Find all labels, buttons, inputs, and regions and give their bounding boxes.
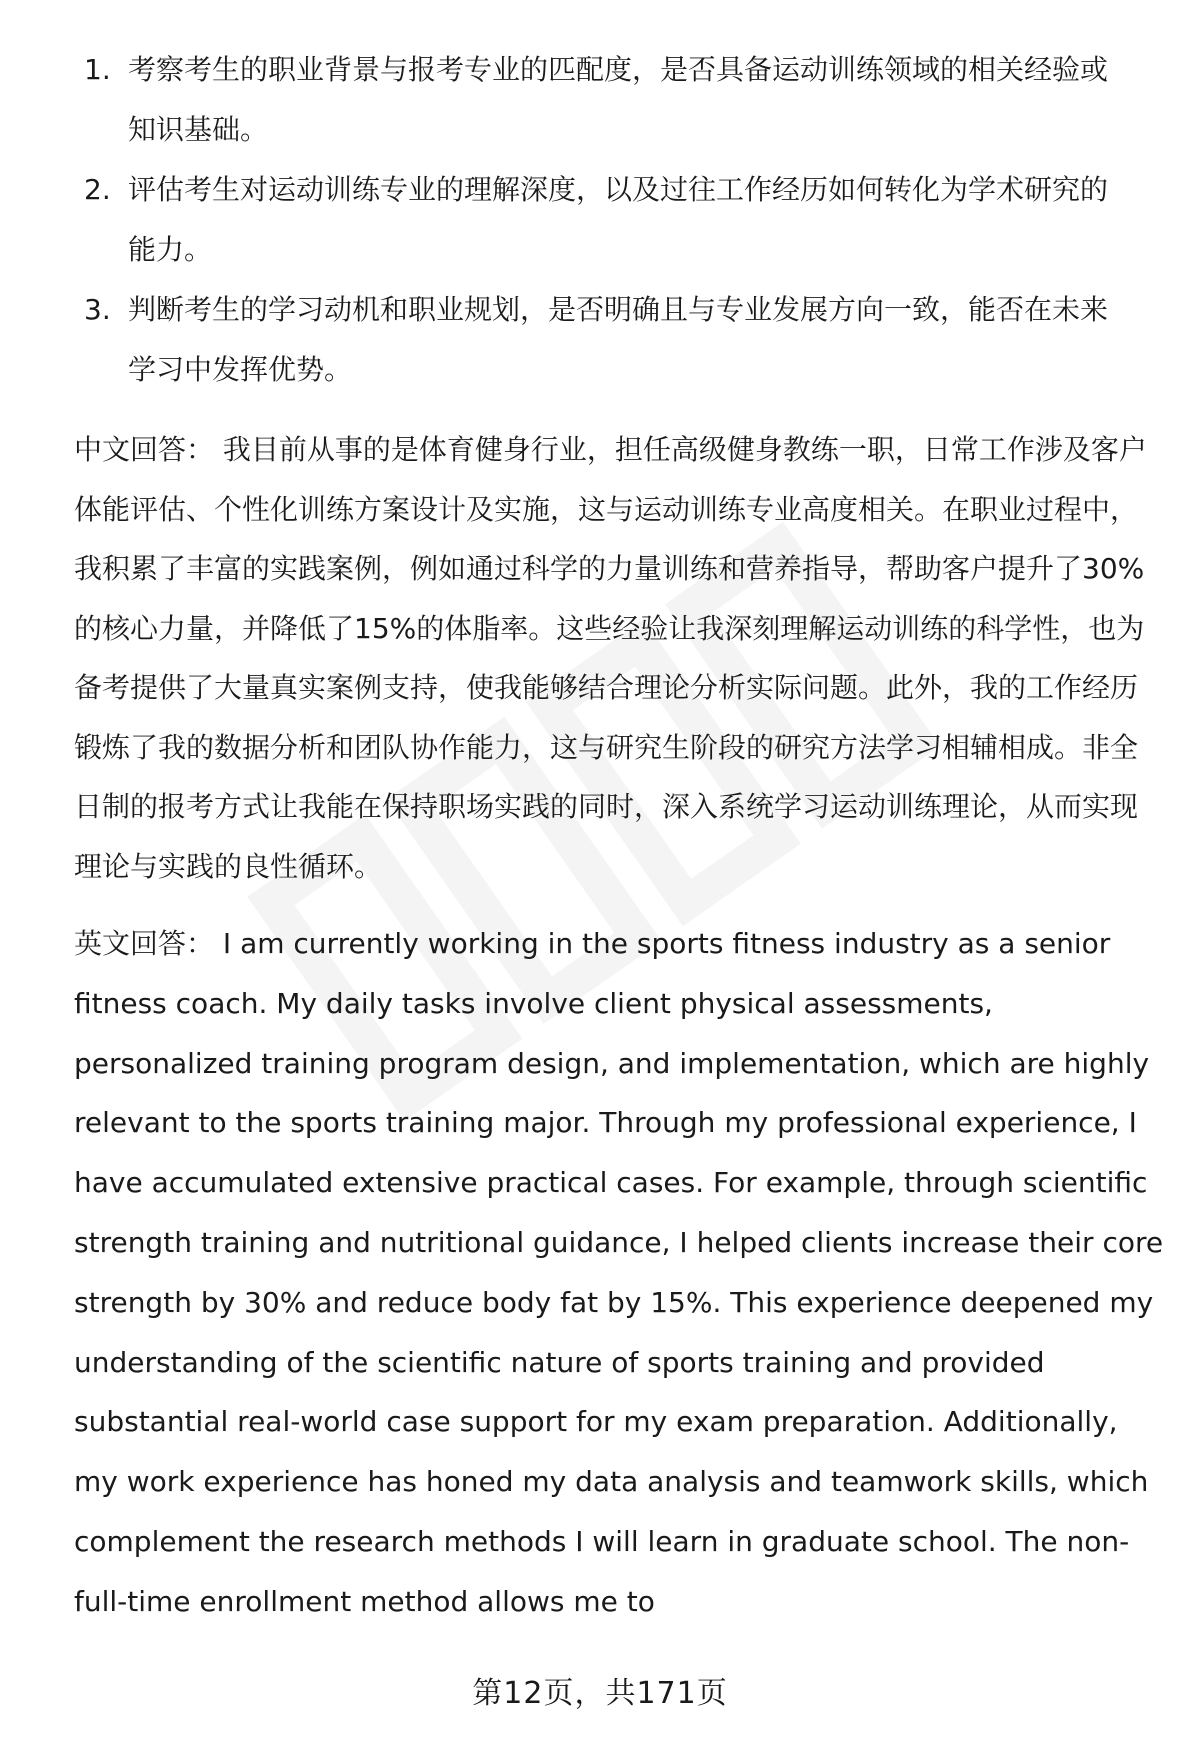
- list-text: 考察考生的职业背景与报考专业的匹配度，是否具备运动训练领域的相关经验或知识基础。: [128, 53, 1109, 146]
- chinese-answer-label: 中文回答：: [74, 433, 215, 466]
- list-item: [74, 40, 1128, 160]
- english-answer-label: 英文回答：: [74, 927, 215, 960]
- document-page: [74, 40, 1164, 1632]
- page-footer: 第12页，共171页: [472, 1676, 728, 1711]
- list-number: 2.: [84, 173, 111, 206]
- list-number: 3.: [84, 293, 111, 326]
- list-number: 1.: [84, 53, 111, 86]
- chinese-answer: [74, 420, 1164, 896]
- list-item: [74, 160, 1128, 280]
- english-answer-text: I am currently working in the sports fitness industry as a senior fitness coach. My daily tasks involve client physical assessments, personalized training program design, and implementation, which are highly relevant to the sports training major. Through my professional experience, I have accumulated extensive practical cases. For example, through scientific strength training and nutritional guidance, I helped clients increase their core strength by 30% and reduce body fat by 15%. This experience deepened my understanding of the scientific nature of sports training and provided substantial real-world case support for my exam preparation. Additionally, my work experience has honed my data analysis and teamwork skills, which complement the research methods I will learn in graduate school. The non-full-time enrollment method allows me to: [74, 927, 1164, 1618]
- list-text: 评估考生对运动训练专业的理解深度，以及过往工作经历如何转化为学术研究的能力。: [128, 173, 1109, 266]
- list-text: 判断考生的学习动机和职业规划，是否明确且与专业发展方向一致，能否在未来学习中发挥优势。: [128, 293, 1109, 386]
- chinese-answer-text: 我目前从事的是体育健身行业，担任高级健身教练一职，日常工作涉及客户体能评估、个性化训练方案设计及实施，这与运动训练专业高度相关。在职业过程中，我积累了丰富的实践案例，例如通过科学的力量训练和营养指导，帮助客户提升了30%的核心力量，并降低了15%的体脂率。这些经验让我深刻理解运动训练的科学性，也为备考提供了大量真实案例支持，使我能够结合理论分析实际问题。此外，我的工作经历锻炼了我的数据分析和团队协作能力，这与研究生阶段的研究方法学习相辅相成。非全日制的报考方式让我能在保持职场实践的同时，深入系统学习运动训练理论，从而实现理论与实践的良性循环。: [74, 433, 1147, 883]
- numbered-list: [74, 40, 1154, 400]
- list-item: [74, 280, 1128, 400]
- english-answer: [74, 914, 1164, 1632]
